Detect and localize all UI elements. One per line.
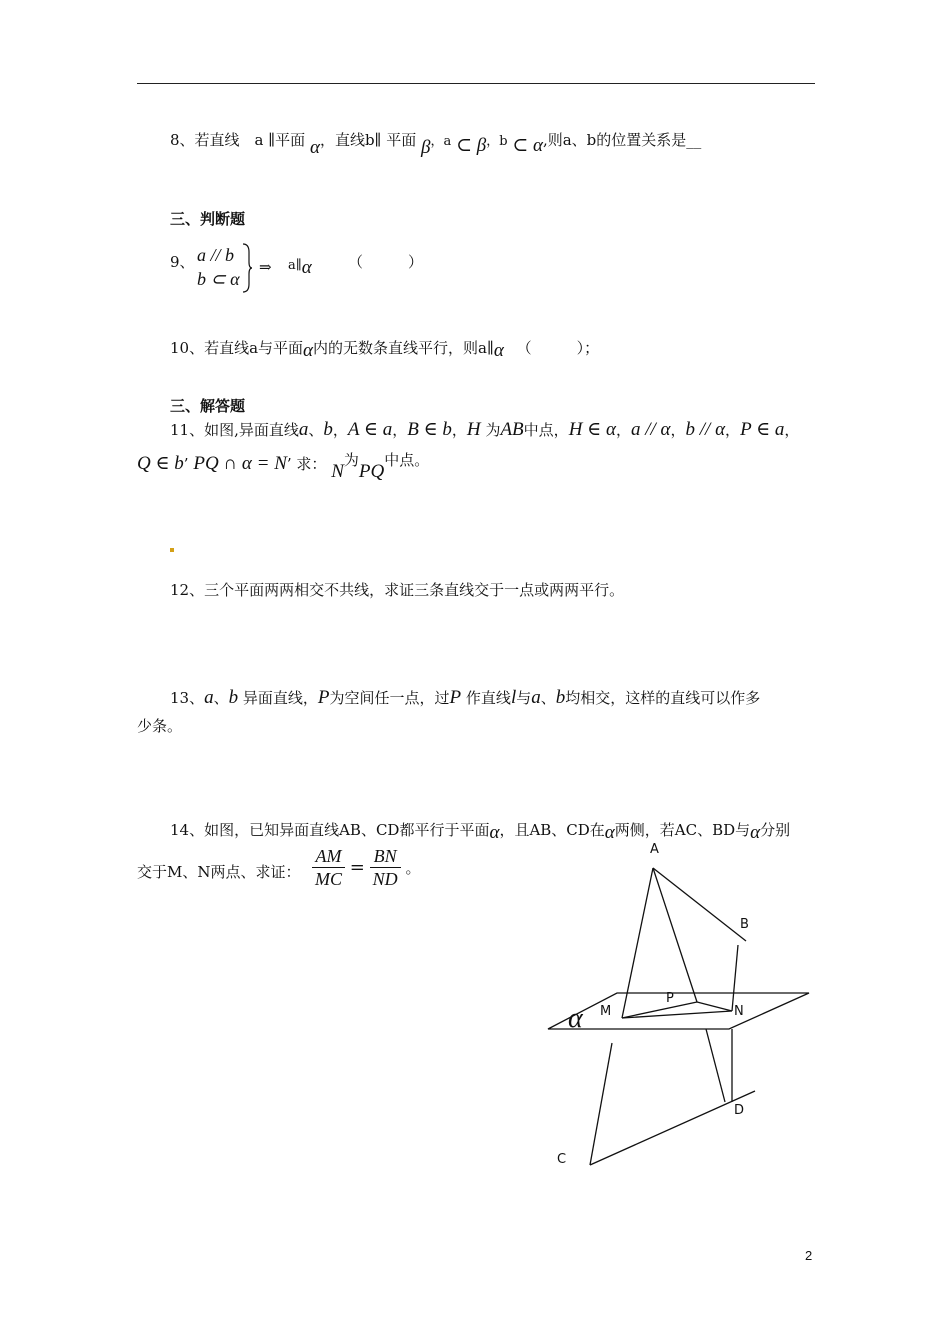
brace-icon — [241, 242, 253, 294]
label-m: M — [600, 1004, 612, 1019]
marker-dot — [170, 548, 174, 552]
question-11-line-1: 11、如图,异面直线a、b，A ∈ a，B ∈ b，H 为AB中点，H ∈ α，a // α，b // α，P ∈ a， — [170, 419, 800, 440]
question-13-line-2: 少条。 — [137, 717, 183, 735]
line-pn — [697, 1002, 732, 1011]
question-14-line-1: 14、如图，已知异面直线AB、CD都平行于平面α，且AB、CD在α两侧，若AC、BD与α分别 — [170, 821, 791, 843]
label-b: B — [740, 917, 749, 932]
implies-arrow: ⇒ — [259, 258, 272, 276]
line-am — [622, 868, 653, 1018]
line-bn — [732, 945, 738, 1011]
line-cm — [590, 1043, 612, 1165]
question-10: 10、若直线a与平面α内的无数条直线平行，则a∥α （ ）； — [170, 339, 600, 361]
question-9-conclusion: a∥α — [288, 257, 312, 278]
plane-alpha — [548, 993, 809, 1029]
label-p: P — [666, 991, 674, 1006]
question-9-number: 9、 — [170, 253, 195, 271]
question-9-premises: a // b b ⊂ α — [197, 245, 240, 289]
answer-parentheses: （ ） — [348, 253, 424, 271]
line-ab — [653, 868, 746, 941]
geometry-figure — [540, 835, 820, 1175]
question-8: 8、若直线 a ∥平面 α，直线b∥ 平面 β，a ⊂ β，b ⊂ α,则a、b的位置关系是__ — [170, 131, 702, 158]
label-n: N — [734, 1004, 744, 1019]
line-cd — [590, 1091, 755, 1165]
line-ap — [653, 868, 697, 1002]
question-13-line-1: 13、a、b 异面直线，P为空间任一点，过P 作直线l与a、b均相交，这样的直线可以作多 — [170, 687, 761, 708]
ratio-equation: $\frac{AM}{MC}$ = $\frac{BN}{ND}$ 。 — [312, 845, 420, 890]
section-heading-judgement: 三、判断题 — [170, 210, 246, 228]
label-alpha: α — [568, 1003, 583, 1034]
label-a: A — [650, 842, 659, 857]
question-14-line-2: 交于M、N两点、求证： — [137, 863, 301, 881]
header-rule — [137, 83, 815, 84]
question-11-line-2: Q ∈ b’ PQ ∩ α = N’ 求： N为PQ中点。 — [137, 451, 430, 482]
line-pq — [706, 1029, 725, 1102]
page-number: 2 — [805, 1248, 813, 1263]
fraction-am-mc: $\frac{AM}{MC}$ — [312, 845, 345, 890]
question-12: 12、三个平面两两相交不共线，求证三条直线交于一点或两两平行。 — [170, 581, 625, 599]
section-heading-solutions: 三、解答题 — [170, 397, 246, 415]
label-d: D — [734, 1103, 745, 1118]
label-c: C — [557, 1152, 567, 1167]
fraction-bn-nd: $\frac{BN}{ND}$ — [370, 845, 401, 890]
